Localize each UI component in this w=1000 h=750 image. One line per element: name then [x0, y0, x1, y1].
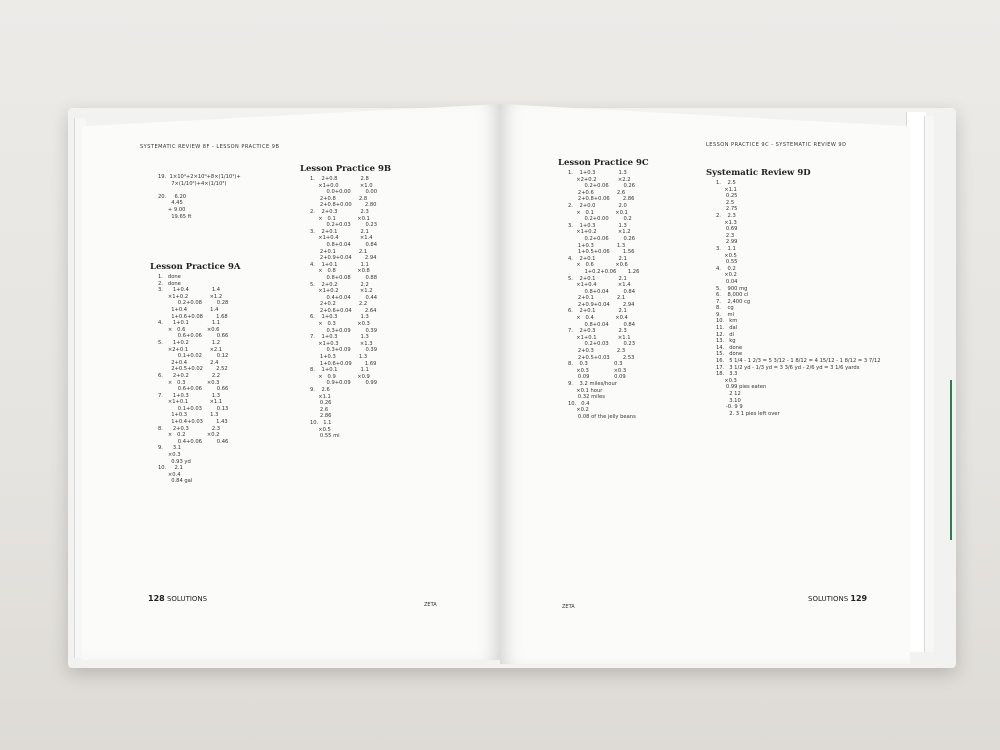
left-page-header: SYSTEMATIC REVIEW 8F - LESSON PRACTICE 9B	[140, 144, 280, 150]
lesson-9a-answers: 1. done 2. done 3. 1+0.4 1.4 ×1+0.2 ×1.2 0.2+0.08 0.28 1+0.4 1.4 1+0.6+0.08 1.68 4. 1+0.1 1.1 × 0.6 ×0.6 0.6+0.06 0.66 5. 1+0.2 1.2 ×2+0.1 ×2.1 0.1+0.02 0.12 2+0.4 2.4 2+0.5+0.02 2.52 6. 2+0.2 2.2 × 0.3 ×0.3 0.6+0.06 0.66 7. 1+0.3 1.3 ×1+0.1 ×1.1 0.1+0.03 0.13 1+0.3 1.3 1+0.4+0.03 1.43 8. 2+0.3 2.3 × 0.2 ×0.2 0.4+0.06 0.46 9. 3.1 ×0.3 0.93 yd 10. 2.1 ×0.4 0.84 gal	[158, 274, 229, 485]
left-page	[82, 104, 500, 660]
lesson-9c-answers: 1. 1+0.3 1.3 ×2+0.2 ×2.2 0.2+0.06 0.26 2+0.6 2.6 2+0.8+0.06 2.86 2. 2+0.0 2.0 × 0.1 ×0.1 0.2+0.00 0.2 3. 1+0.3 1.3 ×1+0.2 ×1.2 0.2+0.06 0.26 1+0.3 1.3 1+0.5+0.06 1.56 4. 2+0.1 2.1 × 0.6 ×0.6 1+0.2+0.06 1.26 5. 2+0.1 2.1 ×1+0.4 ×1.4 0.8+0.04 0.84 2+0.1 2.1 2+0.9+0.04 2.94 6. 2+0.1 2.1 × 0.4 ×0.4 0.8+0.04 0.84 7. 2+0.3 2.3 ×1+0.1 ×1.1 0.2+0.03 0.23 2+0.3 2.3 2+0.5+0.03 2.53 8. 0.3 0.3 ×0.3 ×0.3 0.09 0.09 9. 3.2 miles/hour ×0.1 hour 0.32 miles 10. 0.4 ×0.2 0.08 of the jelly beans	[568, 170, 640, 420]
right-footer	[808, 594, 867, 603]
title-lesson-practice-9a: Lesson Practice 9A	[150, 262, 241, 272]
right-cover-edge	[924, 116, 934, 652]
right-page-header: LESSON PRACTICE 9C - SYSTEMATIC REVIEW 9D	[706, 142, 847, 148]
right-footer-center: ZETA	[562, 604, 575, 610]
title-systematic-review-9d: Systematic Review 9D	[706, 168, 811, 178]
title-lesson-practice-9c: Lesson Practice 9C	[558, 158, 649, 168]
lesson-9b-answers: 1. 2+0.8 2.8 ×1+0.0 ×1.0 0.0+0.00 0.00 2+0.8 2.8 2+0.8+0.00 2.80 2. 2+0.3 2.3 × 0.1 ×0.1 0.2+0.03 0.23 3. 2+0.1 2.1 ×1+0.4 ×1.4 0.8+0.04 0.84 2+0.1 2.1 2+0.9+0.04 2.94 4. 1+0.1 1.1 × 0.8 ×0.8 0.8+0.08 0.88 5. 2+0.2 2.2 ×1+0.2 ×1.2 0.4+0.04 0.44 2+0.2 2.2 2+0.6+0.04 2.64 6. 1+0.3 1.3 × 0.3 ×0.3 0.3+0.09 0.39 7. 1+0.3 1.3 ×1+0.3 ×1.3 0.3+0.09 0.39 1+0.3 1.3 1+0.6+0.09 1.69 8. 1+0.1 1.1 × 0.9 ×0.9 0.9+0.09 0.99 9. 2.6 ×1.1 0.26 2.6 2.86 10. 1.1 ×0.5 0.55 mi	[310, 176, 378, 440]
left-col1-top-answers: 19. 1×10⁴+2×10⁰+8×(1/10¹)+ 7×(1/10²)+4×(1/10³) 20. 6.20 4.45 + 9.00 19.65 ft	[158, 174, 241, 220]
title-lesson-practice-9b: Lesson Practice 9B	[300, 164, 392, 174]
review-9d-answers: 1. 2.5 ×1.1 0.25 2.5 2.75 2. 2.3 ×1.3 0.69 2.3 2.99 3. 1.1 ×0.5 0.55 4. 0.2 ×0.2 0.04 5. 900 mg 6. 8,000 cl 7. 2,400 cg 8. cg 9. ml 10. km 11. dal 12. dl 13. kg 14. done 15. done 16. 5 1/4 - 1 2/3 = 5 3/12 - 1 8/12 = 4 15/12 - 1 8/12 = 3 7/12 17. 3 1/2 yd - 1/3 yd = 3 3/6 yd - 2/6 yd = 3 1/6 yards 18. 3.3 ×0.3 0.99 pies eaten 2 12 3.10 -0. 9 9 2. 3 1 pies left over	[716, 180, 881, 417]
left-footer	[148, 594, 207, 603]
right-page-number: 129	[850, 594, 868, 603]
green-edge-mark	[950, 380, 952, 540]
left-footer-center: ZETA	[424, 602, 437, 608]
right-footer-label: SOLUTIONS	[808, 595, 849, 603]
left-page-number: 128	[148, 594, 165, 603]
left-footer-label: SOLUTIONS	[166, 595, 208, 603]
